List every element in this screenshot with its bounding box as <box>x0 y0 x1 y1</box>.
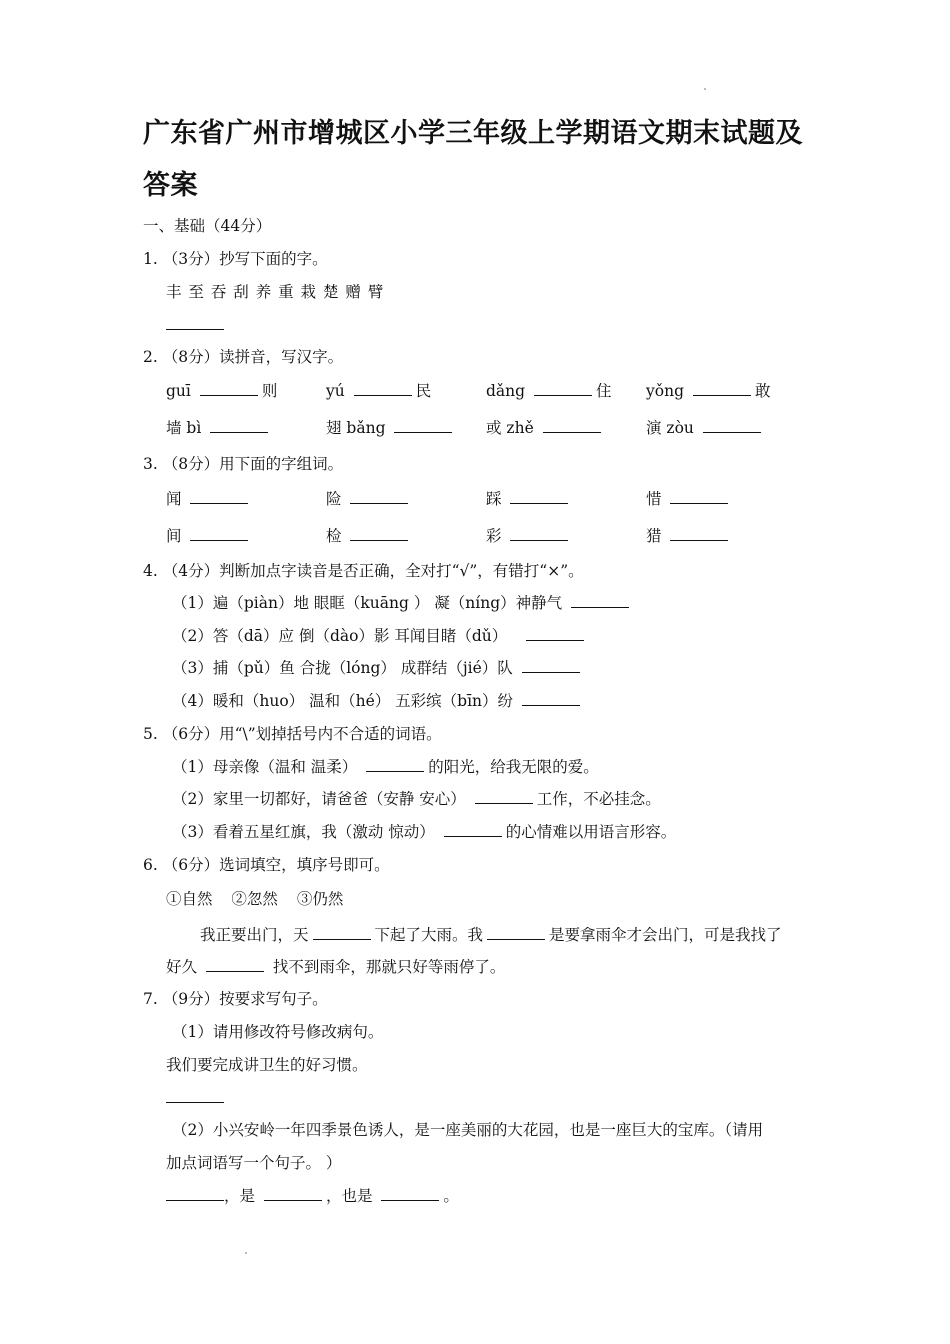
answer-blank[interactable] <box>200 381 258 396</box>
answer-blank[interactable] <box>475 789 533 804</box>
answer-blank[interactable] <box>210 418 268 433</box>
q5-item: （3）看着五星红旗，我（激动 惊动） 的心情难以用语言形容。 <box>172 823 677 841</box>
answer-blank[interactable] <box>670 489 728 504</box>
answer-blank[interactable] <box>190 489 248 504</box>
page-title: 广东省广州市增城区小学三年级上学期语文期末试题及答案 <box>143 118 803 201</box>
q3-item: 彩 <box>486 525 572 547</box>
q4-item: （1）遍（piàn）地 眼眶（kuāng ） 凝（níng）神静气 <box>172 592 633 614</box>
q6-passage-line-1: 我正要出门，天 下起了大雨。我 是要拿雨伞才会出门，可是我找了 <box>200 926 782 944</box>
question-5: 5. （6分）用“\”划掉括号内不合适的词语。 <box>143 725 442 743</box>
answer-blank[interactable] <box>206 957 264 972</box>
q3-item: 惜 <box>646 488 732 510</box>
q2-item: 演 zòu <box>646 417 765 439</box>
q7-sub-2: （2）小兴安岭一年四季景色诱人，是一座美丽的大花园，也是一座巨大的宝库。（请用 <box>172 1121 764 1139</box>
answer-blank[interactable] <box>381 1186 439 1201</box>
question-1: 1. （3分）抄写下面的字。 <box>143 250 328 268</box>
answer-blank[interactable] <box>571 593 629 608</box>
speck <box>245 1252 247 1254</box>
answer-blank[interactable] <box>703 418 761 433</box>
q7-answer <box>166 1087 224 1109</box>
question-2: 2. （8分）读拼音，写汉字。 <box>143 348 344 366</box>
answer-blank[interactable] <box>354 381 412 396</box>
q6-passage-line-2: 好久 找不到雨伞，那就只好等雨停了。 <box>166 958 506 976</box>
answer-blank[interactable] <box>394 418 452 433</box>
answer-blank[interactable] <box>487 925 545 940</box>
q3-item: 险 <box>326 488 412 510</box>
q6-options: ①自然 ②忽然 ③仍然 <box>166 890 344 908</box>
q2-item: yǒng 敢 <box>646 382 771 400</box>
answer-blank[interactable] <box>670 526 728 541</box>
question-4: 4. （4分）判断加点字读音是否正确，全对打“√”，有错打“×”。 <box>143 562 584 580</box>
q5-item: （1）母亲像（温和 温柔） 的阳光，给我无限的爱。 <box>172 758 599 776</box>
q2-item: 翅 bǎng <box>326 417 456 439</box>
q3-item: 踩 <box>486 488 572 510</box>
q2-item: dǎng 住 <box>486 382 612 400</box>
q2-item: 墙 bì <box>166 417 272 439</box>
q7-sub-1: （1）请用修改符号修改病句。 <box>172 1023 384 1041</box>
q2-item: 或 zhě <box>486 417 605 439</box>
q4-item: （2）答（dā）应 倒（dào）影 耳闻目睹（dǔ） <box>172 625 588 647</box>
q3-item: 猎 <box>646 525 732 547</box>
q3-item: 检 <box>326 525 412 547</box>
answer-blank[interactable] <box>534 381 592 396</box>
answer-blank[interactable] <box>543 418 601 433</box>
q1-characters: 丰 至 吞 刮 养 重 栽 楚 赠 臂 <box>166 283 385 301</box>
answer-blank[interactable] <box>510 489 568 504</box>
section-heading: 一、基础（44分） <box>143 217 272 235</box>
speck <box>704 88 706 90</box>
question-7: 7. （9分）按要求写句子。 <box>143 990 328 1008</box>
question-3: 3. （8分）用下面的字组词。 <box>143 455 344 473</box>
answer-blank[interactable] <box>166 1186 224 1201</box>
q4-item: （4）暖和（huo） 温和（hé） 五彩缤（bīn）纷 <box>172 690 584 712</box>
answer-blank[interactable] <box>264 1186 322 1201</box>
answer-blank[interactable] <box>526 626 584 641</box>
answer-blank[interactable] <box>693 381 751 396</box>
answer-blank[interactable] <box>366 757 424 772</box>
answer-blank[interactable] <box>522 658 580 673</box>
q4-item: （3）捕（pǔ）鱼 合拢（lóng） 成群结（jié）队 <box>172 657 584 679</box>
answer-blank[interactable] <box>350 489 408 504</box>
answer-blank[interactable] <box>510 526 568 541</box>
q7-sub-2-cont: 加点词语写一个句子。 ） <box>166 1154 342 1172</box>
q7-sentence: 我们要完成讲卫生的好习惯。 <box>166 1056 368 1074</box>
answer-blank[interactable] <box>166 315 224 330</box>
answer-blank[interactable] <box>313 925 371 940</box>
q3-item: 间 <box>166 525 252 547</box>
q3-item: 闻 <box>166 488 252 510</box>
answer-blank[interactable] <box>166 1088 224 1103</box>
q5-item: （2）家里一切都好，请爸爸（安静 安心） 工作，不必挂念。 <box>172 790 661 808</box>
answer-blank[interactable] <box>444 822 502 837</box>
q2-item: yú 民 <box>326 382 432 400</box>
answer-blank[interactable] <box>522 691 580 706</box>
q2-item: guī 则 <box>166 382 278 400</box>
answer-blank[interactable] <box>350 526 408 541</box>
question-6: 6. （6分）选词填空，填序号即可。 <box>143 856 390 874</box>
q7-fill-line: ，是 ，也是 。 <box>166 1185 459 1207</box>
answer-blank[interactable] <box>190 526 248 541</box>
q1-answer <box>166 314 224 336</box>
